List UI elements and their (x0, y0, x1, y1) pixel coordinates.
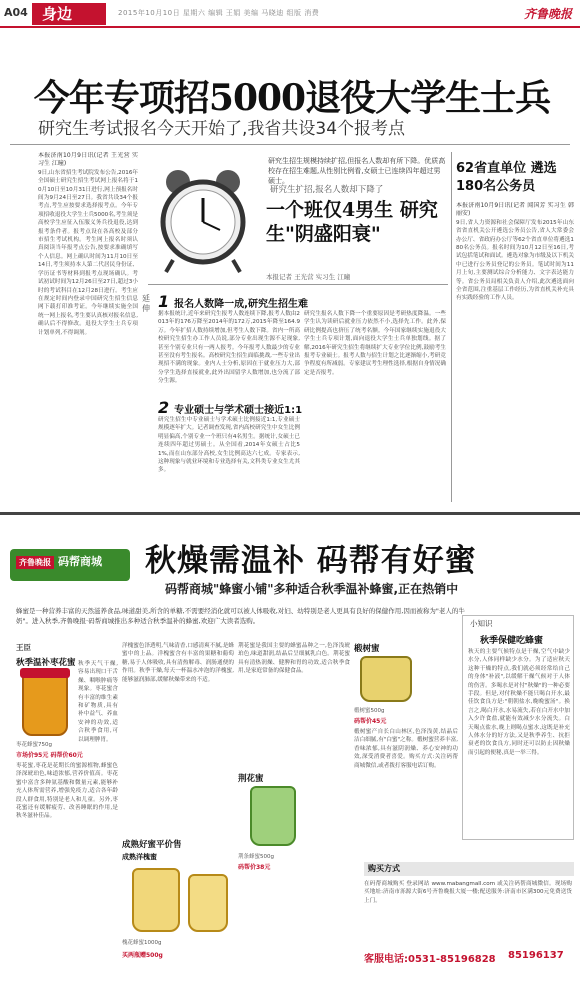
product-text-4a: 椴树蜜产自长白山林区,色泽浅黄,结晶后洁白细腻,有"白蜜"之称。椴树蜜营养丰富,香味浓郁,具有滋阴润燥、养心安神的功效,深受消费者喜爱。购买方式:关注码帮商城微信,或者拨打客服电话订购。 (354, 729, 458, 769)
product-title-2: 成熟好蜜平价售 (122, 840, 182, 850)
main-headline: 今年专项招5000退役大学生士兵 (33, 77, 551, 119)
hotline-text-2[interactable]: 85196137 (508, 950, 564, 961)
byline: 本报济南10月9日讯(记者 王光营 实习生 江曈) (38, 152, 138, 168)
divider (451, 152, 452, 502)
logo-mall-text: 码帮商城 (58, 555, 102, 568)
knowledge-title: 秋季保健吃蜂蜜 (480, 636, 544, 646)
jar-lid-image (20, 668, 70, 678)
subhead-2: 2 专业硕士与学术硕士接近1:1 (158, 398, 303, 417)
honey-jar-image (22, 672, 68, 736)
side-text: 9日,省人力资源和社会保障厅发布2015年山东省省直机关公开遴选公务员公告,省人大常委会办公厅、省政府办公厅等62个省直单位将遴选180名公务员。报名时间为10月12日至16日,考试包括笔试和面试。遴选对象为市级及以下机关中已进行公务员登记的公务员。笔试时间为11月上旬,主要测试综合分析能力、文字表达能力等。省公务员局相关负责人介绍,此次遴选面向全省范围,注重基层工作经历,为省直机关补充具有实践经验的工作人员。 (456, 219, 574, 302)
honey-jar-image (250, 786, 296, 846)
divider (10, 144, 570, 145)
buy-text: 在码帮商城购买 登录网站 www.mabangmall.com 或关注码帮商城微信。现场购买地址:济南市泺源大街6号齐鲁晚报大厦一楼;配送服务:济南市区满300元免费送货上门。 (364, 881, 572, 904)
product-caption-3: 荆条蜂蜜500g (238, 854, 274, 860)
feature-title: 一个班仅4男生 研究生"阴盛阳衰" (266, 199, 438, 245)
feature-intro: 研究生招生规模持续扩招,但报名人数却有所下降。优质高校存在招生难题,从性别比例看,女硕士已连续四年超过男硕士。 (268, 157, 446, 185)
product-text-3a: 荆花蜜是我国主要的蜂蜜品种之一,色泽浅琥珀色,味道甜润,结晶后呈细腻乳白色。荆花蜜具有清热润燥、健脾和胃的功效,适合秋季食用,是家庭常备的保健食品。 (238, 643, 350, 675)
product-caption-4: 椴树蜜500g (354, 708, 385, 714)
ad-headline: 秋燥需温补 码帮有好蜜 (145, 543, 477, 579)
brand-logo: 齐鲁晚报 (523, 7, 572, 21)
mall-logo (10, 549, 130, 581)
buy-label: 购买方式 (364, 862, 574, 876)
ad-intro: 蜂蜜是一种营养丰富的天然滋养食品,味道甜美,所含的单糖,不需要经消化就可以被人体吸收,对妇、幼特别是老人更具有良好的保健作用,因而被称为"老人的牛奶"。进入秋季,齐鲁晚报·码帮商城推出多种适合秋季温补的蜂蜜,欢迎广大读者选购。 (16, 607, 465, 625)
knowledge-tag: 小知识 (470, 619, 493, 628)
extension-label: 延伸 (142, 294, 150, 313)
honey-jar-image (360, 656, 412, 702)
product-title-4: 椴树蜜 (354, 644, 380, 654)
ad-subheadline: 码帮商城"蜂蜜小铺"多种适合秋季温补蜂蜜,正在热销中 (165, 582, 459, 596)
article-column-mid3: 研究生报名人数下降一个重要原因是考研热度降温。一些学生认为读研后就业压力依然不小,选择先工作。此外,保研比例提高也挤压了统考名额。今年国家继续实施退役大学生士兵专项计划,面向退役大学生士兵单独划线。据了解,2016年研究生招生将继续扩大专业学位比例,鼓励考生报考专业硕士。报考人数与招生计划之比逐渐缩小,考研竞争程度有所减弱。专家建议考生理性选择,根据自身情况确定是否报考。 (304, 311, 446, 376)
logo-brand-text: 齐鲁晚报 (16, 556, 54, 569)
page-number: A04 (4, 6, 28, 19)
feature-byline: 本报记者 王光营 实习生 江曈 (266, 273, 351, 281)
alarm-clock-icon (148, 160, 258, 280)
subhead-1: 1 报名人数降一成,研究生招生难 (158, 292, 308, 311)
feature-kicker: 研究生扩招,报名人数却下降了 (270, 185, 384, 195)
honey-jar-image (188, 874, 228, 932)
product-price-3: 码帮价38元 (238, 864, 271, 871)
side-byline: 本报济南10月9日讯(记者 闻国芳 实习生 韩丽安) (456, 202, 574, 218)
divider (148, 284, 448, 285)
side-story-text (456, 202, 574, 502)
section-tab[interactable]: 身边 (32, 3, 106, 25)
knowledge-text: 秋天的主要气候特点是干燥,空气中缺少水分,人体同样缺少水分。为了适应秋天这种干燥的特点,我们就必须经常给自己的身体"补液",以缓解干燥气候对于人体的伤害。多喝水是对付"秋燥"的一种必要手段。但是,对付秋燥不能只喝白开水,最佳饮食良方是:"朝朝盐水,晚晚蜜汤"。换言之,喝白开水,水易流失,若在白开水中加入少许食盐,就能有效减少水分流失。白天喝点盐水,晚上则喝点蜜水,这既是补充人体水分的好方法,又是秋季养生、抗拒衰老的饮食良方,同时还可以防止因秋燥而引起的便秘,真是一举三得。 (468, 649, 570, 756)
column-text: 9日,山东省招生考试院发布公告,2016年全国硕士研究生招生考试网上报名将于10月10日至10月31日进行,网上预报名时间为9月24日至27日。我省共设34个报考点,考生应按要求选择报考点。今年专项招收退役大学生士兵5000名,考生须是高校学生应征入伍服义务兵役退役,达到报考条件者。报考点设在各高校及部分市招生考试机构。考生网上报名时须认真阅读当年报考点公告,按要求准确填写个人信息。网上确认时间为11月10日至14日,考生须持本人第二代居民身份证、学历证书等材料到报考点现场确认。考试初试时间为12月26日至27日,超过3小时的考试科目在12月28日进行。考生应在规定时间内登录中国研究生招生信息网下载打印准考证。今年继续实施全国统一网上报名,考生要认真核对报名信息,确认后不得修改。退役大学生士兵专项计划单列,不得调剂。 (38, 169, 138, 336)
side-story-title: 62省直单位 遴选180名公务员 (456, 161, 557, 194)
product-text-1b: 枣花蜜,枣花是花期长的蜜源植物,蜂蜜色泽深琥珀色,味道浓郁,营养价值高。枣花蜜中富含多种氨基酸和微量元素,能够补充人体所需营养,增强免疫力,适合各年龄段人群食用,特别是老人和儿童。另外,枣花蜜还有缓解疲劳、改善睡眠的作用,是秋冬滋补佳品。 (16, 763, 118, 820)
product-text-1a: 秋季天气干燥,容易出现口干舌燥、咽喉肿痛等现象。枣花蜜含有丰富的维生素和矿物质,具有补中益气、养血安神的功效,适合秋季食用,可以调理脾胃。 (78, 661, 118, 742)
section-divider (0, 512, 580, 515)
product-title-1: 秋季温补枣花蜜 (16, 658, 76, 668)
page-header (0, 0, 580, 28)
product-title-3: 荆花蜜 (238, 774, 264, 784)
product-subtitle-2: 成熟洋槐蜜 (122, 853, 157, 861)
main-subhead: 研究生考试报名今天开始了,我省共设34个报考点 (38, 119, 406, 139)
article-column-1 (38, 152, 138, 502)
product-price-4: 码帮价45元 (354, 718, 387, 725)
article-column-mid2: 研究生招生中专业硕士与学术硕士比例接近1:1,专业硕士规模逐年扩大。记者调查发现,省内高校研究生中女生比例明显偏高,个别专业一个班只有4名男生。据统计,女硕士已连续四年超过男硕士。从全国看,2014年女硕士占比51%,而在山东部分高校,女生比例高达六七成。专家表示,这种现象与就业环境和专业选择有关,文科类专业女生尤其多。 (158, 417, 300, 474)
issue-meta: 2015年10月10日 星期六 编辑 王娟 美编 马晓迪 组版 消费 (118, 9, 320, 17)
hotline-text[interactable]: 客服电话:0531-85196828 (364, 954, 496, 965)
product-text-2a: 洋槐蜜色泽透明,气味清香,口感清爽不腻,是蜂蜜中的上品。洋槐蜜含有丰富的果糖和葡萄糖,易于人体吸收,具有清热解毒、润肠通便的作用。秋季干燥,每天一杯温水冲泡的洋槐蜜,能够滋润肺部,缓解秋燥带来的不适。 (122, 643, 234, 683)
article-column-mid1: 据本报统计,近年来研究生报考人数连续下降,报考人数由2013年的176万降至2014年的172万,2015年降至164.9万。今年扩招人数持续增加,但考生人数下降。省内一所高校研究生招生办工作人员说,部分专业出现生源不足现象,甚至个别专业只有一两人报考。今年报考人数最少的专业甚至没有考生报名。高校研究生招生面临挑战,一些专业出现招不满的现象。业内人士分析,原因在于就业压力大,部分学生选择直接就业,此外出国留学人数增加,也分流了部分生源。 (158, 311, 300, 385)
product-caption-2: 槐花蜂蜜1000g (122, 940, 162, 946)
product-price-2: 买两瓶赠500g (122, 952, 163, 959)
brand-tag: 王臣 (16, 643, 31, 652)
product-price-1: 市场价95元 码帮价60元 (16, 752, 83, 759)
honey-jar-image (132, 868, 180, 932)
product-caption-1: 枣花蜂蜜750g (16, 742, 52, 748)
